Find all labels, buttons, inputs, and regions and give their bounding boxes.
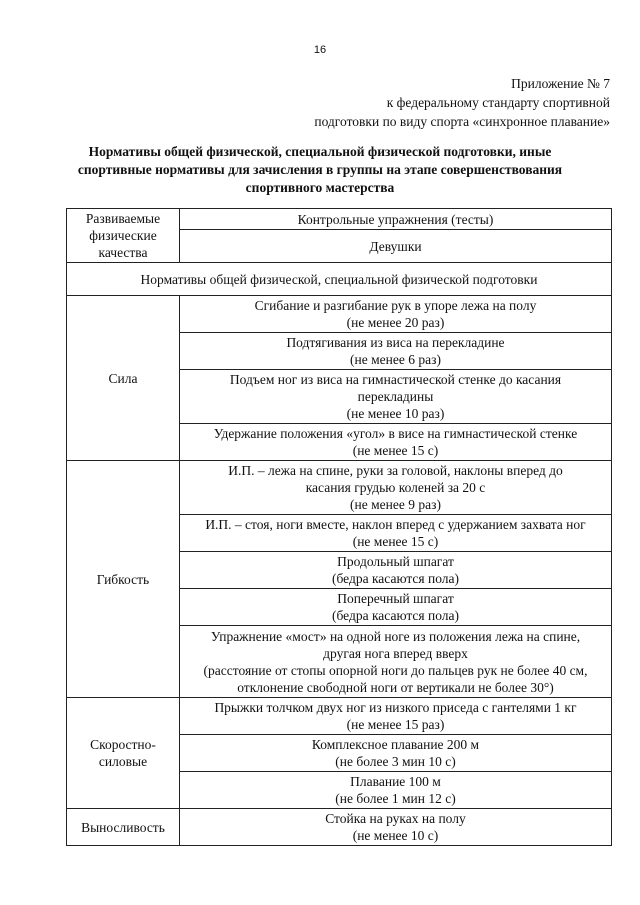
quality-cell	[67, 698, 180, 809]
appendix-block	[290, 74, 610, 131]
quality-text: силовые	[98, 754, 148, 769]
exercise-text: (не менее 15 с)	[352, 534, 439, 549]
exercise-text: (бедра касаются пола)	[331, 571, 460, 586]
quality-text: Выносливость	[81, 819, 165, 835]
exercise-text: (не менее 15 раз)	[346, 717, 445, 732]
exercise-text: Плавание 100 м	[350, 774, 441, 789]
exercise-text: другая нога вперед вверх	[323, 645, 468, 661]
table-row	[67, 461, 612, 515]
page-number: 16	[313, 44, 327, 56]
exercise-text: Упражнение «мост» на одной ноге из положения лежа на спине,	[210, 628, 581, 644]
appendix-line: подготовки по виду спорта «синхронное плавание»	[314, 114, 610, 129]
exercise-cell	[180, 333, 612, 370]
quality-text: Скоростно-	[90, 737, 156, 752]
exercise-text: (не менее 10 с)	[352, 828, 439, 843]
exercise-cell	[180, 515, 612, 552]
appendix-line: Приложение № 7	[511, 76, 610, 91]
appendix-line: к федеральному стандарту спортивной	[386, 95, 610, 110]
exercise-text: (бедра касаются пола)	[331, 608, 460, 623]
header-quality-text: качества	[98, 245, 148, 260]
exercise-text: касания грудью коленей за 20 с	[305, 480, 486, 495]
header-quality-cell	[67, 209, 180, 263]
exercise-cell	[180, 552, 612, 589]
exercise-text: Подтягивания из виса на перекладине	[286, 335, 505, 350]
exercise-cell	[180, 626, 612, 698]
exercise-text: Подъем ног из виса на гимнастической стенке до касания	[229, 372, 562, 387]
exercise-text: Стойка на руках на полу	[325, 811, 466, 826]
quality-text: Сила	[108, 370, 138, 386]
exercise-cell	[180, 809, 612, 846]
exercise-text: (не более 1 мин 12 с)	[335, 791, 456, 806]
title-line: спортивные нормативы для зачисления в группы на этапе совершенствования	[77, 162, 563, 177]
table-section-row	[67, 263, 612, 296]
document-title	[40, 143, 600, 197]
exercise-text: (не менее 20 раз)	[346, 315, 445, 330]
table-header-row	[67, 209, 612, 230]
quality-cell	[67, 809, 180, 846]
norms-table	[66, 208, 612, 846]
exercise-cell	[180, 735, 612, 772]
exercise-text: Поперечный шпагат	[337, 591, 454, 606]
quality-cell	[67, 461, 180, 698]
exercise-cell	[180, 698, 612, 735]
table-row	[67, 809, 612, 846]
header-quality-text: физические	[89, 228, 157, 243]
exercise-text: (не менее 15 с)	[352, 443, 439, 458]
exercise-text: перекладины	[357, 389, 434, 404]
quality-cell	[67, 296, 180, 461]
exercise-text: И.П. – стоя, ноги вместе, наклон вперед с удержанием захвата ног	[205, 517, 586, 532]
section-cell: Нормативы общей физической, специальной физической подготовки	[67, 263, 612, 296]
exercise-cell	[180, 461, 612, 515]
exercise-text: Продольный шпагат	[337, 554, 454, 569]
exercise-text: (не менее 9 раз)	[350, 497, 441, 512]
exercise-text: (не менее 10 раз)	[346, 406, 445, 421]
table-row	[67, 698, 612, 735]
table-row	[67, 296, 612, 333]
exercise-text: Сгибание и разгибание рук в упоре лежа на полу	[254, 298, 537, 313]
exercise-text: (расстояние от стопы опорной ноги до пальцев рук не более 40 см,	[203, 662, 588, 678]
exercise-text: Удержание положения «угол» в висе на гимнастической стенке	[213, 426, 578, 441]
title-line: спортивного мастерства	[245, 180, 395, 195]
quality-text: Гибкость	[96, 571, 150, 587]
title-line: Нормативы общей физической, специальной физической подготовки, иные	[88, 144, 552, 159]
exercise-cell	[180, 370, 612, 424]
exercise-text: отклонение свободной ноги от вертикали не более 30°)	[237, 679, 554, 695]
exercise-cell	[180, 296, 612, 333]
exercise-text: Комплексное плавание 200 м	[311, 737, 480, 752]
header-quality-text: Развиваемые	[85, 211, 161, 226]
exercise-text: Прыжки толчком двух ног из низкого приседа с гантелями 1 кг	[214, 700, 577, 715]
exercise-text: (не более 3 мин 10 с)	[335, 754, 456, 769]
exercise-cell	[180, 424, 612, 461]
exercise-text: И.П. – лежа на спине, руки за головой, наклоны вперед до	[228, 463, 563, 478]
exercise-cell	[180, 589, 612, 626]
exercise-cell	[180, 772, 612, 809]
header-gender-cell: Девушки	[180, 230, 612, 263]
exercise-text: (не менее 6 раз)	[350, 352, 441, 367]
header-tests-cell: Контрольные упражнения (тесты)	[180, 209, 612, 230]
